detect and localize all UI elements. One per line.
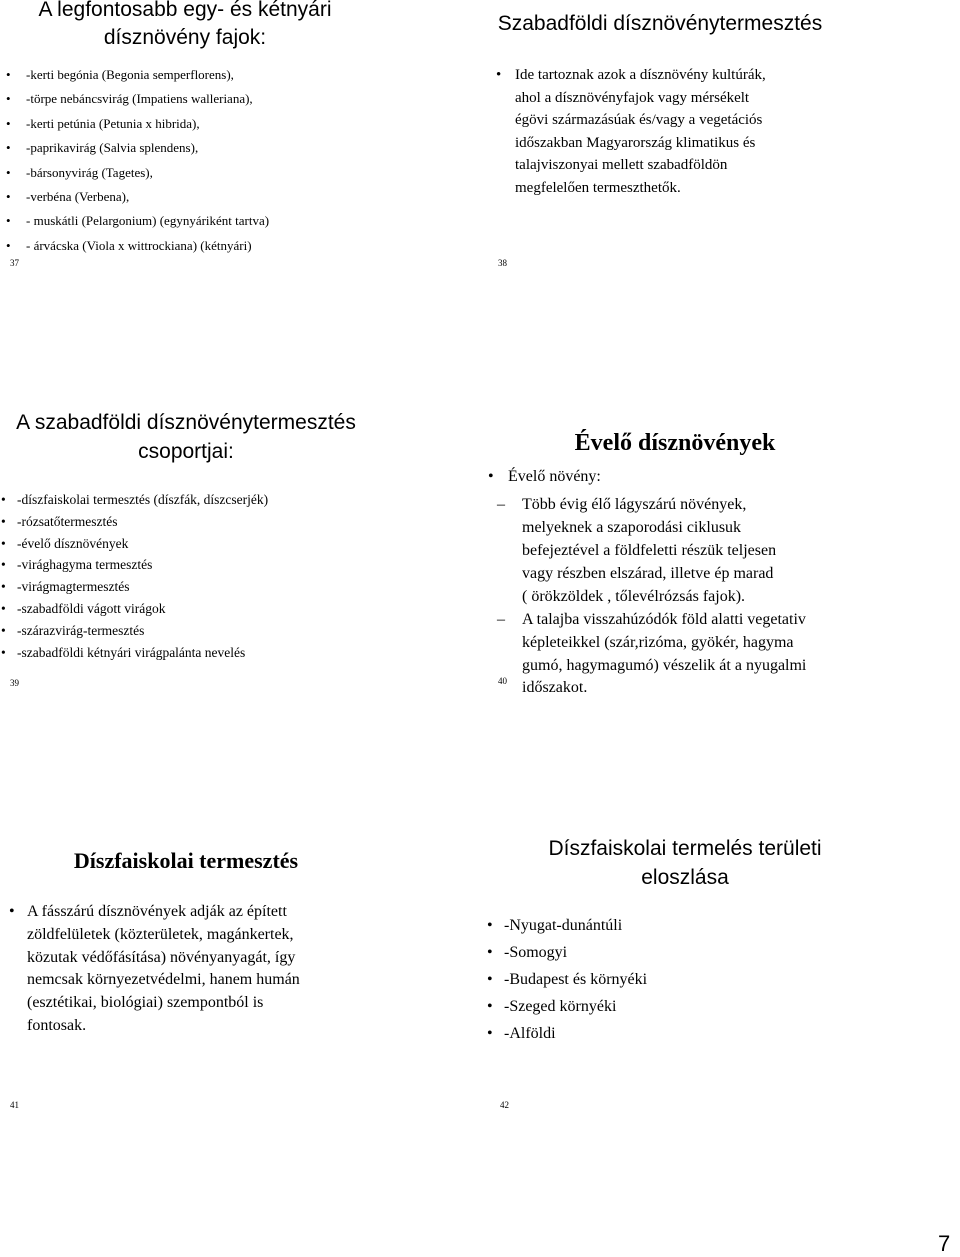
slide-41-title: Díszfaiskolai termesztés (73, 848, 299, 873)
slide-37-title-line1: A legfontosabb egy- és kétnyári (38, 0, 332, 21)
slide-40-sub-2: – A talajba visszahúzódók föld alatti vegetativ képleteikkel (szár,rizóma, gyökér, hagyma gumó, hagymagumó) vészelik át a nyugalmi időszakot. (497, 611, 807, 697)
bullet-icon: • (6, 91, 11, 107)
bullet-icon: • (487, 998, 493, 1015)
list-item: • -szárazvirág-termesztés (17, 620, 268, 642)
bullet-icon: • (6, 189, 11, 205)
list-item: • - árvácska (Viola x wittrockiana) (kétnyári) (26, 234, 269, 258)
list-item: • -rózsatőtermesztés (17, 511, 268, 533)
list-item: • -évelő dísznövények (17, 533, 268, 555)
list-item: • -törpe nebáncsvirág (Impatiens walleriana), (26, 87, 269, 111)
slide-40-bullet: • Évelő növény: (508, 466, 601, 488)
slide-38-title: Szabadföldi dísznövénytermesztés (497, 12, 823, 35)
slide-39-list (1, 489, 269, 663)
slide-37-title-line2: dísznövény fajok: (103, 26, 267, 49)
list-item: • -Szeged környéki (504, 993, 647, 1020)
bullet-icon: • (1, 579, 6, 595)
slide-number: 42 (500, 1100, 509, 1110)
slide-42-list (487, 912, 648, 1047)
slide-39-title-line2: csoportjai: (138, 440, 234, 463)
bullet-icon: • (487, 1025, 493, 1042)
list-item: • -bársonyvirág (Tagetes), (26, 161, 269, 185)
slide-40 (480, 400, 960, 720)
bullet-icon: • (1, 535, 6, 551)
bullet-icon: • (496, 67, 502, 83)
list-item: • -Alföldi (504, 1020, 647, 1047)
slide-41 (0, 820, 380, 1120)
slide-37 (0, 0, 360, 280)
bullet-icon: • (487, 944, 493, 961)
slide-37-list (6, 63, 270, 258)
slide-number: 41 (10, 1100, 19, 1110)
slide-41-body: • A fásszárú dísznövények adják az épített zöldfelületek (közterületek, magánkertek, közutak védőfásítása) növényanyagát, így nemcsak környezetvédelmi, hanem humán (esztétikai, biológiai) szempontból is fontosak. (9, 903, 300, 1034)
bullet-icon: • (1, 557, 6, 573)
slide-38 (480, 0, 960, 280)
list-item: • -szabadföldi vágott virágok (17, 598, 268, 620)
list-item: • -díszfaiskolai termesztés (díszfák, díszcserjék) (17, 489, 268, 511)
list-item: • -kerti petúnia (Petunia x hibrida), (26, 112, 269, 136)
bullet-icon: • (1, 600, 6, 616)
slide-40-title: Évelő dísznövények (574, 430, 776, 456)
list-item: • - muskátli (Pelargonium) (egynyáriként tartva) (26, 209, 269, 233)
bullet-icon: • (488, 468, 494, 485)
list-item: • -Budapest és környéki (504, 966, 647, 993)
slide-39-title-line1: A szabadföldi dísznövénytermesztés (16, 411, 356, 434)
list-item: • -kerti begónia (Begonia semperflorens), (26, 63, 269, 87)
slide-42-title (480, 834, 890, 892)
bullet-icon: • (1, 492, 6, 507)
slide-42 (480, 820, 960, 1120)
bullet-icon: • (487, 971, 493, 988)
slide-number: 39 (10, 678, 19, 688)
list-item: • -Somogyi (504, 939, 647, 966)
bullet-icon: • (6, 115, 11, 131)
bullet-icon: • (487, 917, 493, 934)
slide-number: 38 (498, 258, 507, 268)
bullet-icon: • (6, 67, 11, 82)
slide-42-title-line2: eloszlása (641, 866, 729, 889)
slide-37-title (0, 0, 370, 52)
slide-38-body: • Ide tartoznak azok a dísznövény kultúrák, ahol a dísznövényfajok vagy mérsékelt égövi származásúak és/vagy a vegetációs időszakban Magyarország klimatikus és talajviszonyai mellett szabadföldön megfelelően termeszthetők. (515, 64, 766, 200)
dash-icon: – (497, 611, 505, 628)
list-item: • -virághagyma termesztés (17, 554, 268, 576)
bullet-icon: • (6, 237, 11, 253)
list-item: • -virágmagtermesztés (17, 576, 268, 598)
list-item: • -Nyugat-dunántúli (504, 912, 647, 939)
bullet-icon: • (6, 213, 11, 229)
bullet-icon: • (6, 164, 11, 180)
list-item: • -verbéna (Verbena), (26, 185, 269, 209)
bullet-icon: • (1, 622, 6, 638)
page-number: 7 (938, 1231, 951, 1256)
bullet-icon: • (6, 140, 11, 156)
bullet-icon: • (9, 903, 15, 920)
bullet-icon: • (1, 644, 6, 660)
slide-42-title-line1: Díszfaiskolai termelés területi (548, 837, 822, 860)
bullet-icon: • (1, 513, 6, 529)
slide-number: 37 (10, 258, 19, 268)
slide-number: 40 (498, 676, 507, 686)
dash-icon: – (497, 496, 505, 513)
slide-39-title (0, 408, 372, 466)
list-item: • -szabadföldi kétnyári virágpalánta nevelés (17, 642, 268, 664)
list-item: • -paprikavirág (Salvia splendens), (26, 136, 269, 160)
slide-39 (0, 400, 380, 700)
slide-40-sub-1: – Több évig élő lágyszárú növények, melyeknek a szaporodási ciklusuk befejeztével a földfeletti részük teljesen vagy részben elszárad, illetve ép marad ( örökzöldek , tőlevélrózsás fajok). (522, 493, 776, 608)
